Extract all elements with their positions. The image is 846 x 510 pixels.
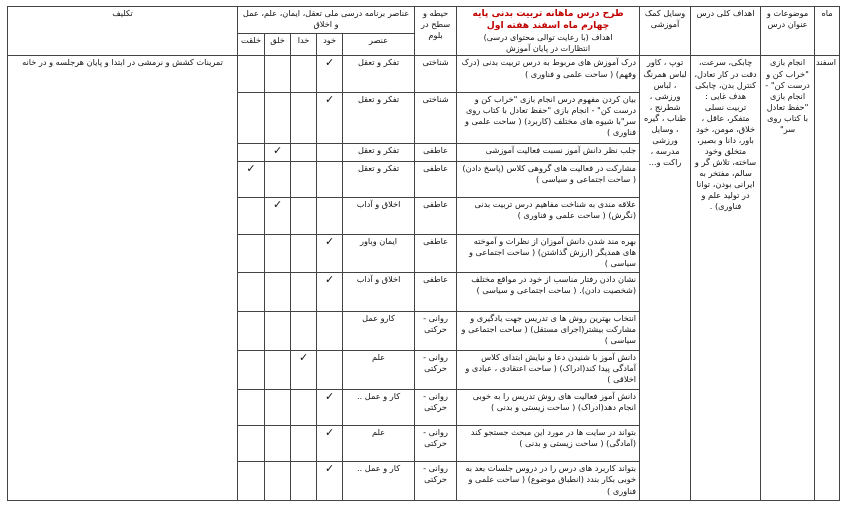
goal-cell: دانش آموز فعالیت های روش تدریس را به خوبی انجام دهد(ادراک) ( ساحت زیستی و بدنی ) xyxy=(457,389,640,425)
check-cell-self xyxy=(317,311,343,350)
check-cell-creation xyxy=(238,425,265,461)
check-cell-god xyxy=(291,273,317,312)
check-cell-god xyxy=(291,92,317,143)
domain-cell: روانی - حرکتی xyxy=(415,311,457,350)
check-cell-self xyxy=(317,425,343,461)
domain-cell: روانی - حرکتی xyxy=(415,425,457,461)
check-cell-self xyxy=(317,234,343,273)
check-cell-self xyxy=(317,350,343,389)
check-icon: ✓ xyxy=(324,92,335,106)
check-cell-people xyxy=(265,425,291,461)
domain-cell: شناختی xyxy=(415,92,457,143)
homework-cell: تمرینات کشش و نرمشی در ابتدا و پایان هرجلسه و در خانه xyxy=(8,56,238,501)
check-cell-self xyxy=(317,198,343,234)
plan-title: طرح درس ماهانه تربیت بدنی پایه چهارم ماه اسفند هفته اول xyxy=(472,8,624,32)
element-cell: تفکر و تعقل xyxy=(343,92,415,143)
goal-cell: انتخاب بهترین روش ها ی تدریس جهت یادگیری و مشارکت بیشتر(اجرای مستقل) ( ساحت اجتماعی و سیاسی ) xyxy=(457,311,640,350)
check-cell-people xyxy=(265,311,291,350)
check-cell-people xyxy=(265,198,291,234)
element-cell: علم xyxy=(343,425,415,461)
goals-header xyxy=(457,7,640,56)
check-icon: ✓ xyxy=(272,143,283,157)
expectations-subtitle: انتظارات در پایان آموزش xyxy=(506,43,591,53)
check-cell-creation xyxy=(238,350,265,389)
domain-cell: روانی - حرکتی xyxy=(415,462,457,501)
check-cell-people xyxy=(265,273,291,312)
homework-header: تکلیف xyxy=(8,7,238,56)
check-cell-creation xyxy=(238,234,265,273)
aids-cell: توپ ، کاور لباس همرنگ ، لباس ورزشی ، شطرنج ، طناب ، گیره ، وسایل ورزشی مدرسه ، راکت و... xyxy=(640,56,691,501)
check-cell-creation xyxy=(238,462,265,501)
check-icon: ✓ xyxy=(298,350,309,364)
check-cell-people xyxy=(265,389,291,425)
check-icon: ✓ xyxy=(272,198,283,212)
element-cell: اخلاق و آداب xyxy=(343,273,415,312)
check-cell-people xyxy=(265,462,291,501)
check-cell-god xyxy=(291,161,317,197)
check-cell-god xyxy=(291,56,317,92)
goal-cell: درک آموزش های مربوط به درس تربیت بدنی (درک وفهم) ( ساحت علمی و فناوری ) xyxy=(457,56,640,92)
check-cell-self xyxy=(317,389,343,425)
check-cell-creation xyxy=(238,273,265,312)
check-cell-creation xyxy=(238,92,265,143)
goal-cell: دانش آموز با شنیدن دعا و نیایش ابتدای کلاس آمادگی پیدا کند(ادراک) ( ساحت اعتقادی ، عبادی و اخلاقی ) xyxy=(457,350,640,389)
check-cell-creation xyxy=(238,161,265,197)
check-cell-god xyxy=(291,143,317,161)
check-cell-people xyxy=(265,143,291,161)
element-cell: کارو عمل xyxy=(343,311,415,350)
check-cell-people xyxy=(265,56,291,92)
relation-header-people: خلق xyxy=(265,33,291,56)
general-goals-cell: چابکی، سرعت، دقت در کار تعادل، کنترل بدن، چابکی هدف غایی : تربیت نسلی متفکر، عاقل ، خلاق، مومن، خود باور، دانا و بصیر، متخلق وخود ساخته، تلاش گر و سالم، مفتخر به ایرانی بودن، توانا در تولید علم و فناوری) . xyxy=(691,56,761,501)
table-row xyxy=(8,56,840,92)
domain-cell: عاطفی xyxy=(415,273,457,312)
goal-cell: بیان کردن مفهوم درس انجام بازی "خراب کن و درست کن" - انجام بازی "حفظ تعادل با کتاب روی سر"با شیوه های مختلف (کاربرد) ( ساحت علمی و فناوری ) xyxy=(457,92,640,143)
relation-header-self: خود xyxy=(317,33,343,56)
check-cell-people xyxy=(265,161,291,197)
element-cell: ایمان وباور xyxy=(343,234,415,273)
check-icon: ✓ xyxy=(324,425,335,439)
check-cell-god xyxy=(291,350,317,389)
national-elements-header: عناصر برنامه درسی ملی تعقل، ایمان، علم، عمل و اخلاق xyxy=(238,7,415,34)
element-cell: کار و عمل .. xyxy=(343,462,415,501)
element-cell: تفکر و تعقل xyxy=(343,161,415,197)
month-cell: اسفند xyxy=(815,56,840,501)
domain-cell: شناختی xyxy=(415,56,457,92)
element-cell: تفکر و تعقل xyxy=(343,143,415,161)
check-cell-god xyxy=(291,425,317,461)
element-cell: اخلاق و آداب xyxy=(343,198,415,234)
header-row-1 xyxy=(8,7,840,34)
topics-header: موضوعات و عنوان درس xyxy=(761,7,815,56)
domain-cell: روانی - حرکتی xyxy=(415,389,457,425)
topics-cell: انجام بازی "خراب کن و درست کن" - انجام بازی "حفظ تعادل با کتاب روی سر" xyxy=(761,56,815,501)
check-cell-people xyxy=(265,92,291,143)
domain-cell: عاطفی xyxy=(415,198,457,234)
check-cell-creation xyxy=(238,198,265,234)
check-icon: ✓ xyxy=(324,234,335,248)
domain-cell: روانی - حرکتی xyxy=(415,350,457,389)
check-icon: ✓ xyxy=(324,273,335,287)
general-goals-header: اهداف کلی درس xyxy=(691,7,761,56)
domain-cell: عاطفی xyxy=(415,143,457,161)
check-cell-god xyxy=(291,198,317,234)
check-cell-creation xyxy=(238,143,265,161)
check-cell-god xyxy=(291,389,317,425)
element-cell: کار و عمل .. xyxy=(343,389,415,425)
domain-cell: عاطفی xyxy=(415,161,457,197)
domain-cell: عاطفی xyxy=(415,234,457,273)
month-header: ماه xyxy=(815,7,840,56)
check-cell-god xyxy=(291,462,317,501)
goal-cell: نشان دادن رفتار مناسب از خود در مواقع مختلف (شخصیت دادن). ( ساحت اجتماعی و سیاسی ) xyxy=(457,273,640,312)
relation-header-creation: خلقت xyxy=(238,33,265,56)
check-cell-self xyxy=(317,92,343,143)
goal-cell: علاقه مندی به شناخت مفاهیم درس تربیت بدنی (نگرش) ( ساحت علمی و فناوری ) xyxy=(457,198,640,234)
check-icon: ✓ xyxy=(324,56,335,70)
goal-cell: جلب نظر دانش آموز نسبت فعالیت آموزشی xyxy=(457,143,640,161)
element-cell: تفکر و تعقل xyxy=(343,56,415,92)
goals-subtitle: اهداف (با رعایت توالی محتوای درسی) xyxy=(483,32,613,42)
check-cell-creation xyxy=(238,389,265,425)
goal-cell: بتواند در سایت ها در مورد این مبحث جستجو کند (آمادگی) ( ساحت زیستی و بدنی ) xyxy=(457,425,640,461)
check-cell-creation xyxy=(238,56,265,92)
goal-cell: بتواند کاربرد های درس را در دروس جلسات بعد به خوبی بکار بندد (انطباق موضوع) ( ساحت علمی و فناوری ) xyxy=(457,462,640,501)
domain-header: حیطه و سطح در بلوم xyxy=(415,7,457,56)
check-cell-god xyxy=(291,234,317,273)
check-icon: ✓ xyxy=(324,389,335,403)
check-cell-creation xyxy=(238,311,265,350)
goal-cell: مشارکت در فعالیت های گروهی کلاس (پاسخ دادن) ( ساحت اجتماعی و سیاسی ) xyxy=(457,161,640,197)
element-header: عنصر xyxy=(343,33,415,56)
relation-header-god: خدا xyxy=(291,33,317,56)
aids-header: وسایل کمک آموزشی xyxy=(640,7,691,56)
check-cell-self xyxy=(317,273,343,312)
check-cell-people xyxy=(265,350,291,389)
check-cell-people xyxy=(265,234,291,273)
check-cell-self xyxy=(317,462,343,501)
check-icon: ✓ xyxy=(246,161,256,175)
goal-cell: بهره مند شدن دانش آموزان از نظرات و آموخته های همدیگر (ارزش گذاشتن) ( ساحت اجتماعی و سیاسی ) xyxy=(457,234,640,273)
element-cell: علم xyxy=(343,350,415,389)
check-cell-god xyxy=(291,311,317,350)
lesson-plan-table xyxy=(7,6,840,501)
check-cell-self xyxy=(317,143,343,161)
check-cell-self xyxy=(317,56,343,92)
check-icon: ✓ xyxy=(324,462,335,476)
check-cell-self xyxy=(317,161,343,197)
